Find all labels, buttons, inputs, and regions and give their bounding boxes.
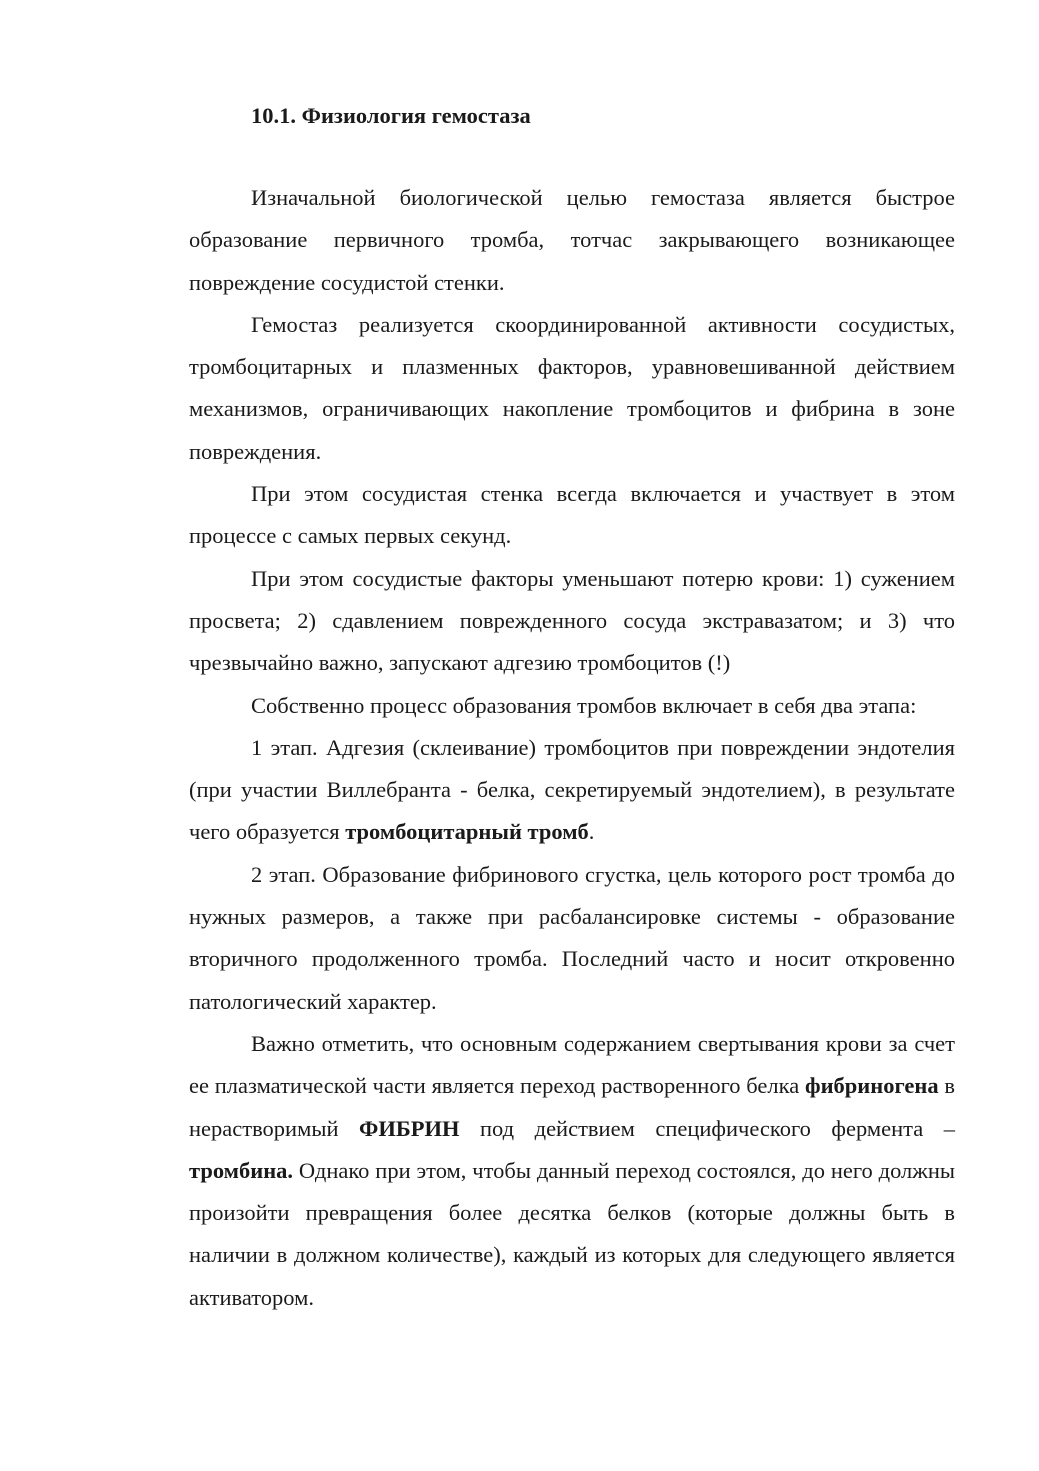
- paragraph-3: При этом сосудистая стенка всегда включается и участвует в этом процессе с самых первых секунд.: [189, 481, 955, 549]
- paragraph-8: [189, 1023, 955, 1319]
- paragraph-6-bold-term: тромбоцитарный тромб: [345, 819, 589, 845]
- paragraph-6: [189, 727, 955, 854]
- paragraph-8-bold-fibrinogen: фибриногена: [805, 1073, 939, 1099]
- document-page: [189, 98, 955, 1319]
- paragraph-8-text-3: под действием специфического фермента –: [459, 1115, 955, 1141]
- paragraph-8-bold-fibrin: ФИБРИН: [359, 1115, 460, 1141]
- paragraph-8-text-4: Однако при этом, чтобы данный переход состоялся, до него должны произойти превращения более десятка белков (которые должны быть в наличии в должном количестве), каждый из которых для следующего является активатором.: [189, 1157, 955, 1310]
- paragraph-8-bold-thrombin: тромбина.: [189, 1157, 294, 1183]
- paragraph-8-text-2: в нерастворимый: [189, 1073, 955, 1141]
- paragraph-4: При этом сосудистые факторы уменьшают потерю крови: 1) сужением просвета; 2) сдавлением поврежденного сосуда экстравазатом; и 3) что чрезвычайно важно, запускают адгезию тромбоцитов (!): [189, 565, 955, 676]
- paragraph-5: Собственно процесс образования тромбов включает в себя два этапа:: [251, 692, 917, 718]
- section-heading: 10.1. Физиология гемостаза: [251, 103, 531, 128]
- paragraph-2: Гемостаз реализуется скоординированной активности сосудистых, тромбоцитарных и плазменных факторов, уравновешиванной действием механизмов, ограничивающих накопление тромбоцитов и фибрина в зоне повреждения.: [189, 311, 955, 464]
- paragraph-7: 2 этап. Образование фибринового сгустка, цель которого рост тромба до нужных размеров, а также при расбалансировке системы - образование вторичного продолженного тромба. Последний часто и носит откровенно патологический характер.: [189, 861, 955, 1014]
- paragraph-8-text-1: Важно отметить, что основным содержанием свертывания крови за счет ее плазматической части является переход растворенного белка: [189, 1030, 955, 1099]
- paragraph-1: Изначальной биологической целью гемостаза является быстрое образование первичного тромба, тотчас закрывающего возникающее повреждение сосудистой стенки.: [189, 185, 955, 295]
- paragraph-6-text: 1 этап. Адгезия (склеивание) тромбоцитов при повреждении эндотелия (при участии Виллебранта - белка, секретируемый эндотелием), в результате чего образуется: [189, 734, 955, 845]
- paragraph-6-end: .: [588, 819, 595, 845]
